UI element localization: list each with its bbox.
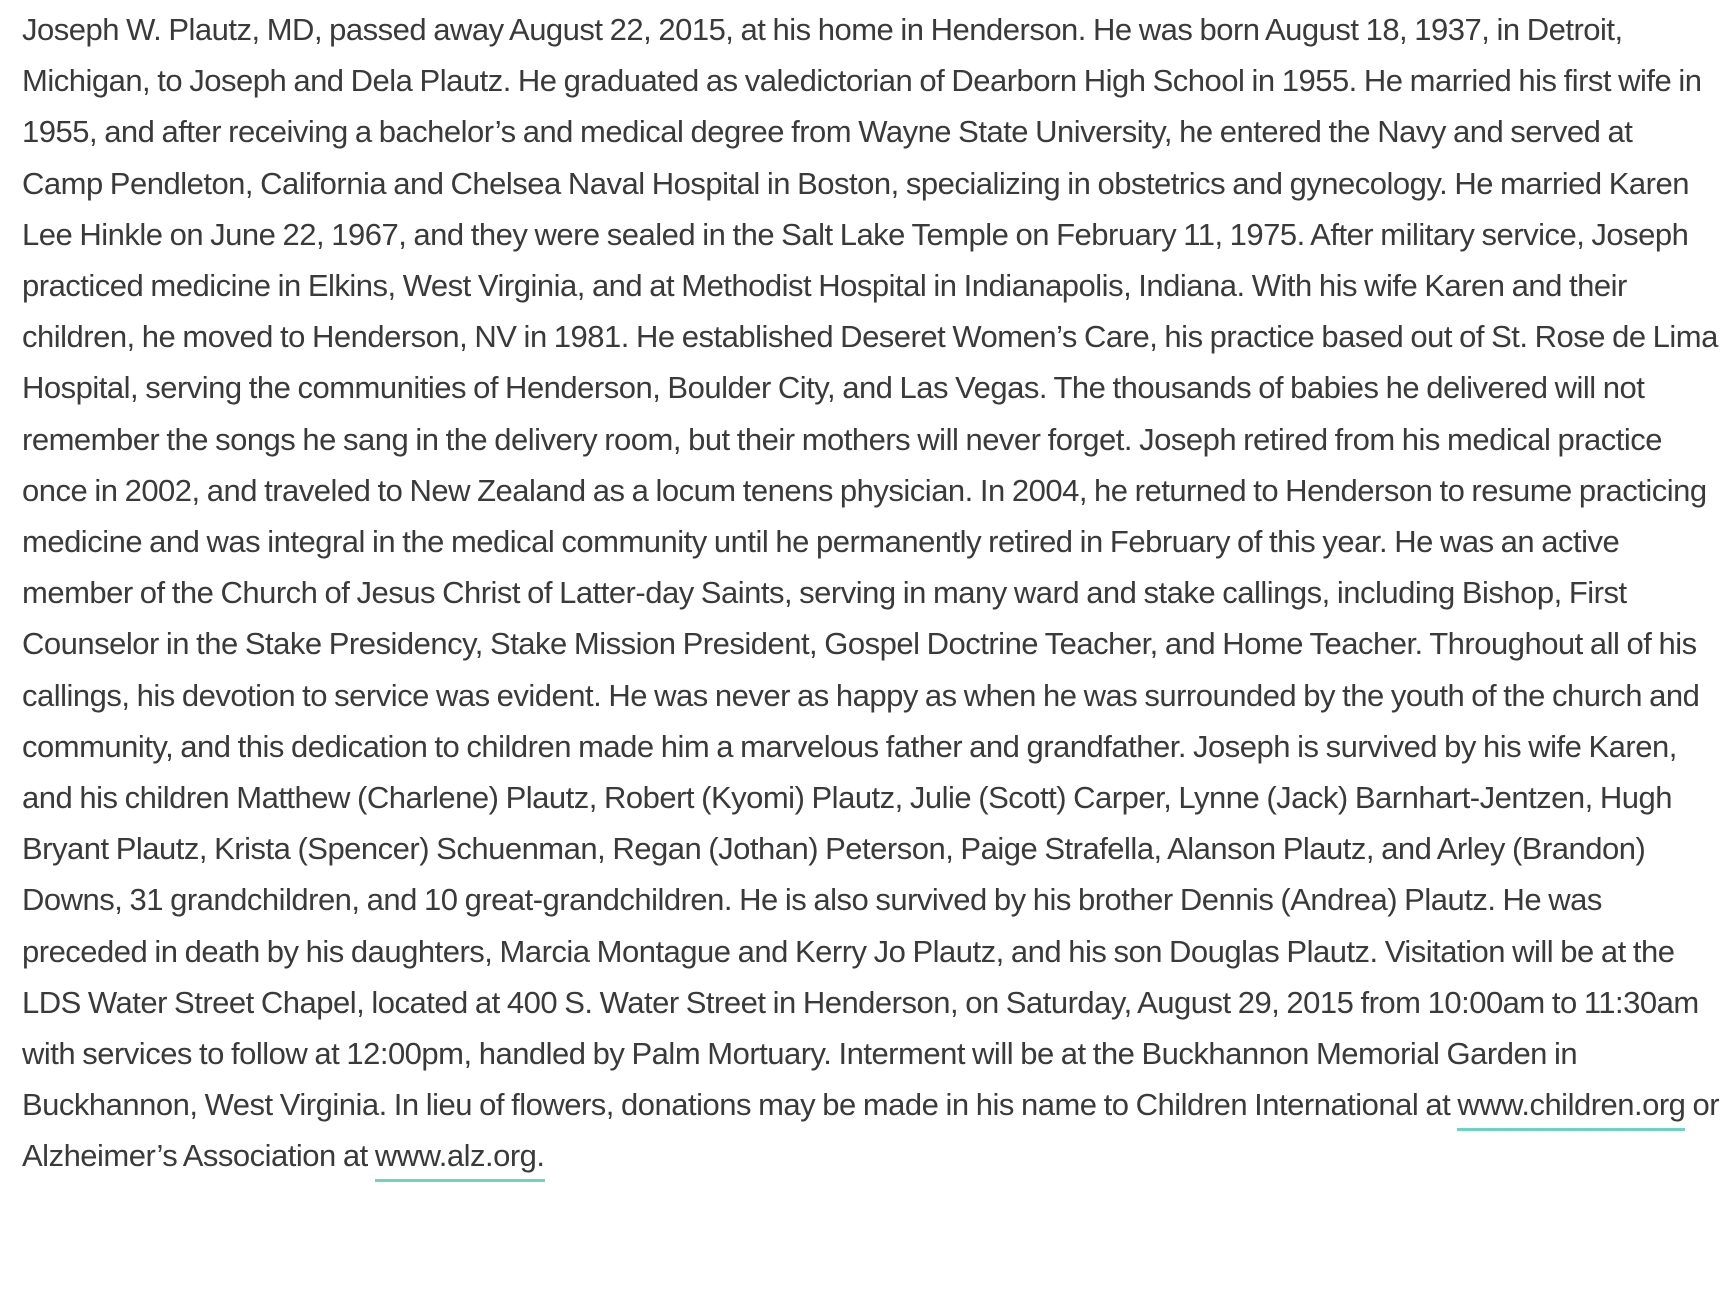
obituary-connector-text: or Alzheimer’s Association at [22, 1087, 1720, 1174]
obituary-body-text: Joseph W. Plautz, MD, passed away August 22, 2015, at his home in Henderson. He was born August 18, 1937, in Detroit, Michigan, to Joseph and Dela Plautz. He graduated as valedictorian of Dearborn High School in 1955. He married his first wife in 1955, and after receiving a bachelor’s and medical degree from Wayne State University, he entered the Navy and served at Camp Pendleton, California and Chelsea Naval Hospital in Boston, specializing in obstetrics and gynecology. He married Karen Lee Hinkle on June 22, 1967, and they were sealed in the Salt Lake Temple on February 11, 1975. After military service, Joseph practiced medicine in Elkins, West Virginia, and at Methodist Hospital in Indianapolis, Indiana. With his wife Karen and their children, he moved to Henderson, NV in 1981. He established Deseret Women’s Care, his practice based out of St. Rose de Lima Hospital, serving the communities of Henderson, Boulder City, and Las Vegas. The thousands of babies he delivered will not remember the songs he sang in the delivery room, but their mothers will never forget. Joseph retired from his medical practice once in 2002, and traveled to New Zealand as a locum tenens physician. In 2004, he returned to Henderson to resume practicing medicine and was integral in the medical community until he permanently retired in February of this year. He was an active member of the Church of Jesus Christ of Latter-day Saints, serving in many ward and stake callings, including Bishop, First Counselor in the Stake Presidency, Stake Mission President, Gospel Doctrine Teacher, and Home Teacher. Throughout all of his callings, his devotion to service was evident. He was never as happy as when he was surrounded by the youth of the church and community, and this dedication to children made him a marvelous father and grandfather. Joseph is survived by his wife Karen, and his children Matthew (Charlene) Plautz, Robert (Kyomi) Plautz, Julie (Scott) Carper, Lynne (Jack) Barnhart-Jentzen, Hugh Bryant Plautz, Krista (Spencer) Schuenman, Regan (Jothan) Peterson, Paige Strafella, Alanson Plautz, and Arley (Brandon) Downs, 31 grandchildren, and 10 great-grandchildren. He is also survived by his brother Dennis (Andrea) Plautz. He was preceded in death by his daughters, Marcia Montague and Kerry Jo Plautz, and his son Douglas Plautz. Visitation will be at the LDS Water Street Chapel, located at 400 S. Water Street in Henderson, on Saturday, August 29, 2015 from 10:00am to 11:30am with services to follow at 12:00pm, handled by Palm Mortuary. Interment will be at the Buckhannon Memorial Garden in Buckhannon, West Virginia. In lieu of flowers, donations may be made in his name to Children International at [22, 12, 1718, 1123]
children-org-link[interactable]: www.children.org [1457, 1087, 1685, 1131]
alz-org-link[interactable]: www.alz.org. [375, 1138, 545, 1182]
obituary-paragraph [22, 4, 1720, 1182]
